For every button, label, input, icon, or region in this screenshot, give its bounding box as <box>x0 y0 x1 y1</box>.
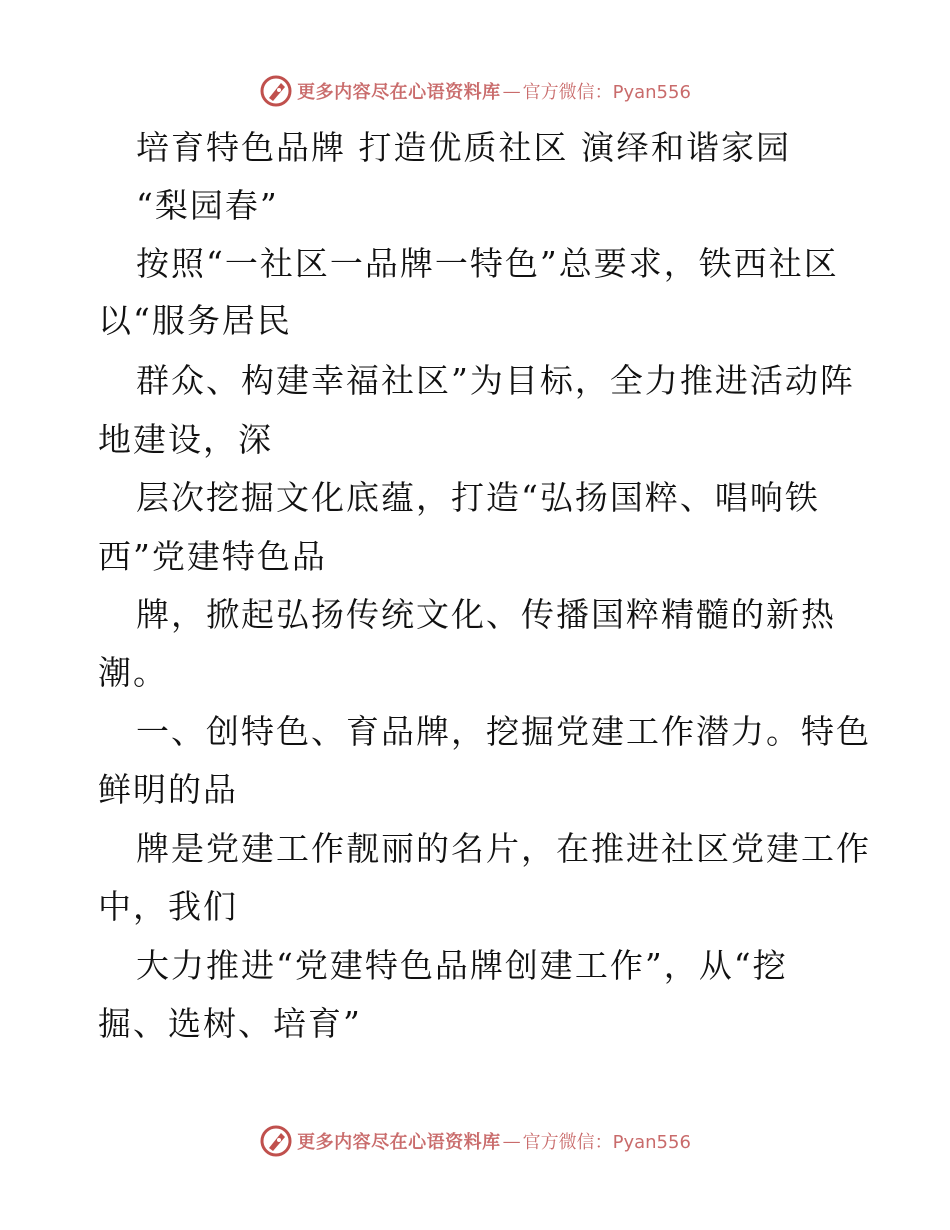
pen-nib-circle-icon <box>259 74 293 108</box>
paragraph-line: 潮。 <box>98 653 168 692</box>
paragraph-line: 鲜明的品 <box>98 770 238 809</box>
paragraph-line: 牌，掀起弘扬传统文化、传播国粹精髓的新热 <box>136 595 836 634</box>
watermark-dash: — <box>502 1130 521 1152</box>
paragraph-line: 层次挖掘文化底蕴，打造“弘扬国粹、唱响铁 <box>136 478 820 517</box>
paragraph-line: 中，我们 <box>98 887 238 926</box>
watermark-dash: — <box>502 80 521 102</box>
paragraph-line: 群众、构建幸福社区”为目标，全力推进活动阵 <box>136 361 855 400</box>
paragraph-line: 以“服务居民 <box>98 301 292 340</box>
paragraph-line: 按照“一社区一品牌一特色”总要求，铁西社区 <box>136 244 839 283</box>
watermark-footer <box>0 1121 950 1161</box>
paragraph-line: 大力推进“党建特色品牌创建工作”，从“挖 <box>136 946 788 985</box>
watermark-contact: 官方微信：Pyan556 <box>522 1132 691 1153</box>
watermark-title: 更多内容尽在心语资料库 <box>297 82 501 103</box>
paragraph-line: 牌是党建工作靓丽的名片，在推进社区党建工作 <box>136 829 871 868</box>
watermark-contact: 官方微信：Pyan556 <box>522 82 691 103</box>
paragraph-line: 掘、选树、培育” <box>98 1004 362 1043</box>
pen-nib-circle-icon <box>259 1124 293 1158</box>
paragraph-line: 西”党建特色品 <box>98 537 327 576</box>
section-heading-line: 一、创特色、育品牌，挖掘党建工作潜力。特色 <box>136 712 871 751</box>
paragraph-line: 地建设，深 <box>98 420 273 459</box>
watermark-title: 更多内容尽在心语资料库 <box>297 1132 501 1153</box>
document-title: 培育特色品牌 打造优质社区 演绎和谐家园 <box>136 128 791 167</box>
watermark-header <box>0 71 950 111</box>
document-subtitle: “梨园春” <box>136 186 279 225</box>
